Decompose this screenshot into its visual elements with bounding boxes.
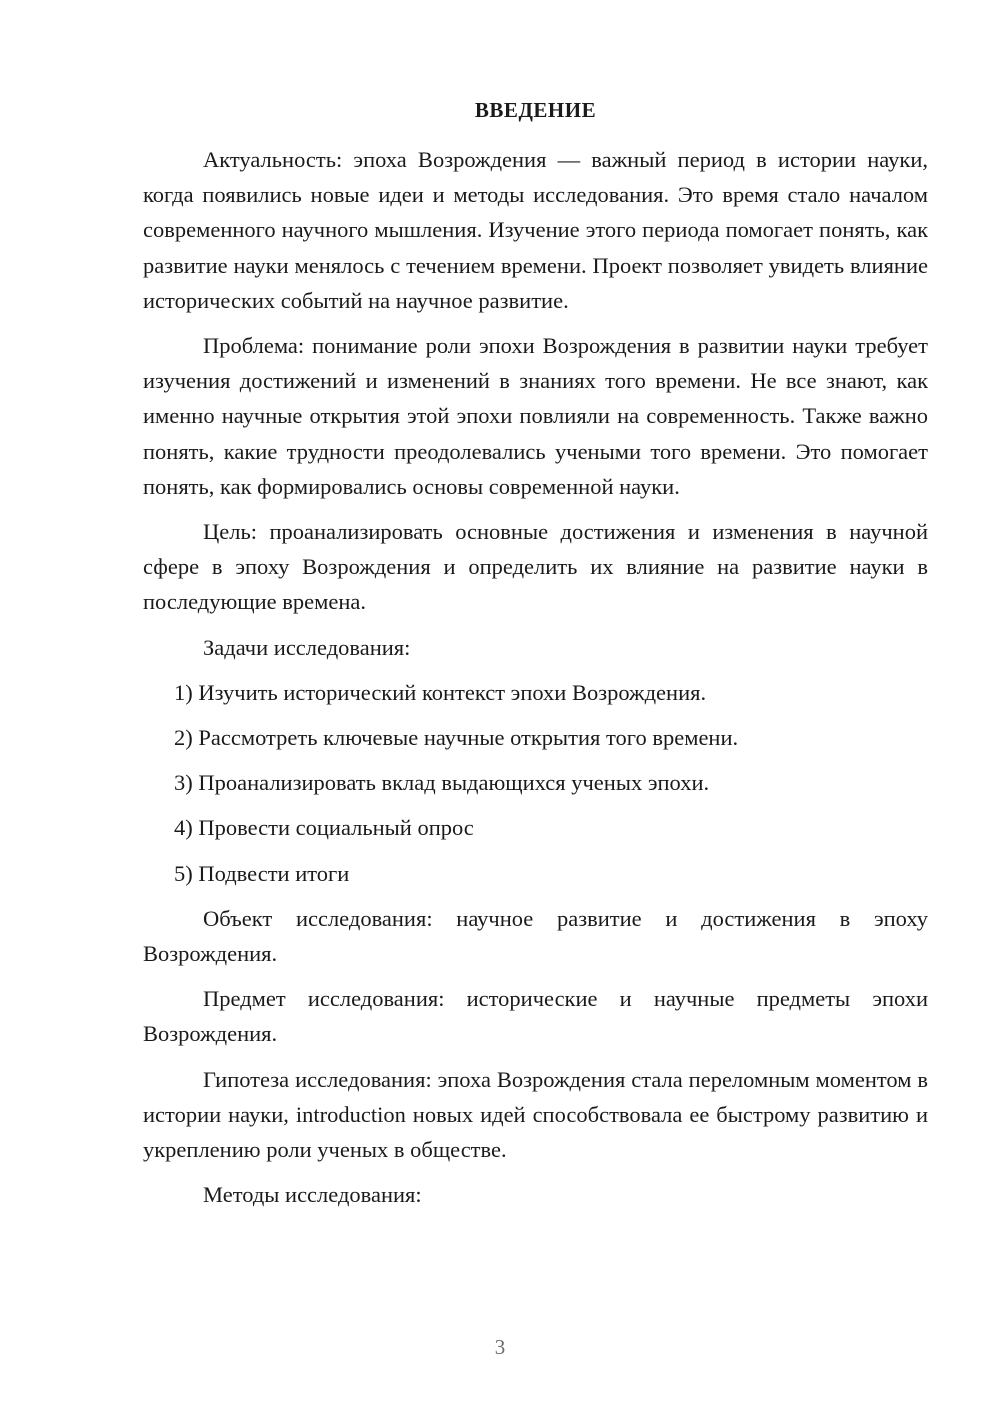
task-item: 2) Рассмотреть ключевые научные открытия того времени. [174, 725, 739, 751]
task-item: 3) Проанализировать вклад выдающихся ученых эпохи. [174, 770, 710, 796]
relevance-paragraph: Актуальность: эпоха Возрождения — важный период в истории науки, когда появились новые идеи и методы исследования. Это время стало началом современного научного мышления. Изучение этого периода помогает понять, как развитие науки менялось с течением времени. Проект позволяет увидеть влияние исторических событий на научное развитие. [143, 147, 928, 313]
tasks-list [143, 675, 928, 891]
tasks-heading: Задачи исследования: [203, 634, 411, 660]
goal-paragraph: Цель: проанализировать основные достижения и изменения в научной сфере в эпоху Возрождения и определить их влияние на развитие науки в последующие времена. [143, 519, 928, 615]
methods-heading: Методы исследования: [203, 1182, 422, 1208]
task-item: 5) Подвести итоги [174, 860, 350, 886]
subject-paragraph: Предмет исследования: исторические и научные предметы эпохи Возрождения. [143, 986, 928, 1047]
problem-paragraph: Проблема: понимание роли эпохи Возрождения в развитии науки требует изучения достижений и изменений в знаниях того времени. Не все знают, как именно научные открытия этой эпохи повлияли на современность. Также важно понять, какие трудности преодолевались учеными того времени. Это помогает понять, как формировались основы современной науки. [143, 333, 928, 499]
page-number: 3 [494, 1335, 506, 1359]
task-item: 4) Провести социальный опрос [174, 815, 474, 841]
task-item: 1) Изучить исторический контекст эпохи Возрождения. [174, 679, 707, 705]
object-paragraph: Объект исследования: научное развитие и достижения в эпоху Возрождения. [143, 905, 928, 967]
page-content [143, 95, 928, 1212]
section-title: ВВЕДЕНИЕ [474, 98, 597, 122]
hypothesis-paragraph: Гипотеза исследования: эпоха Возрождения стала переломным моментом в истории науки, introduction новых идей способствовала ее быстрому развитию и укреплению роли ученых в обществе. [143, 1066, 928, 1163]
